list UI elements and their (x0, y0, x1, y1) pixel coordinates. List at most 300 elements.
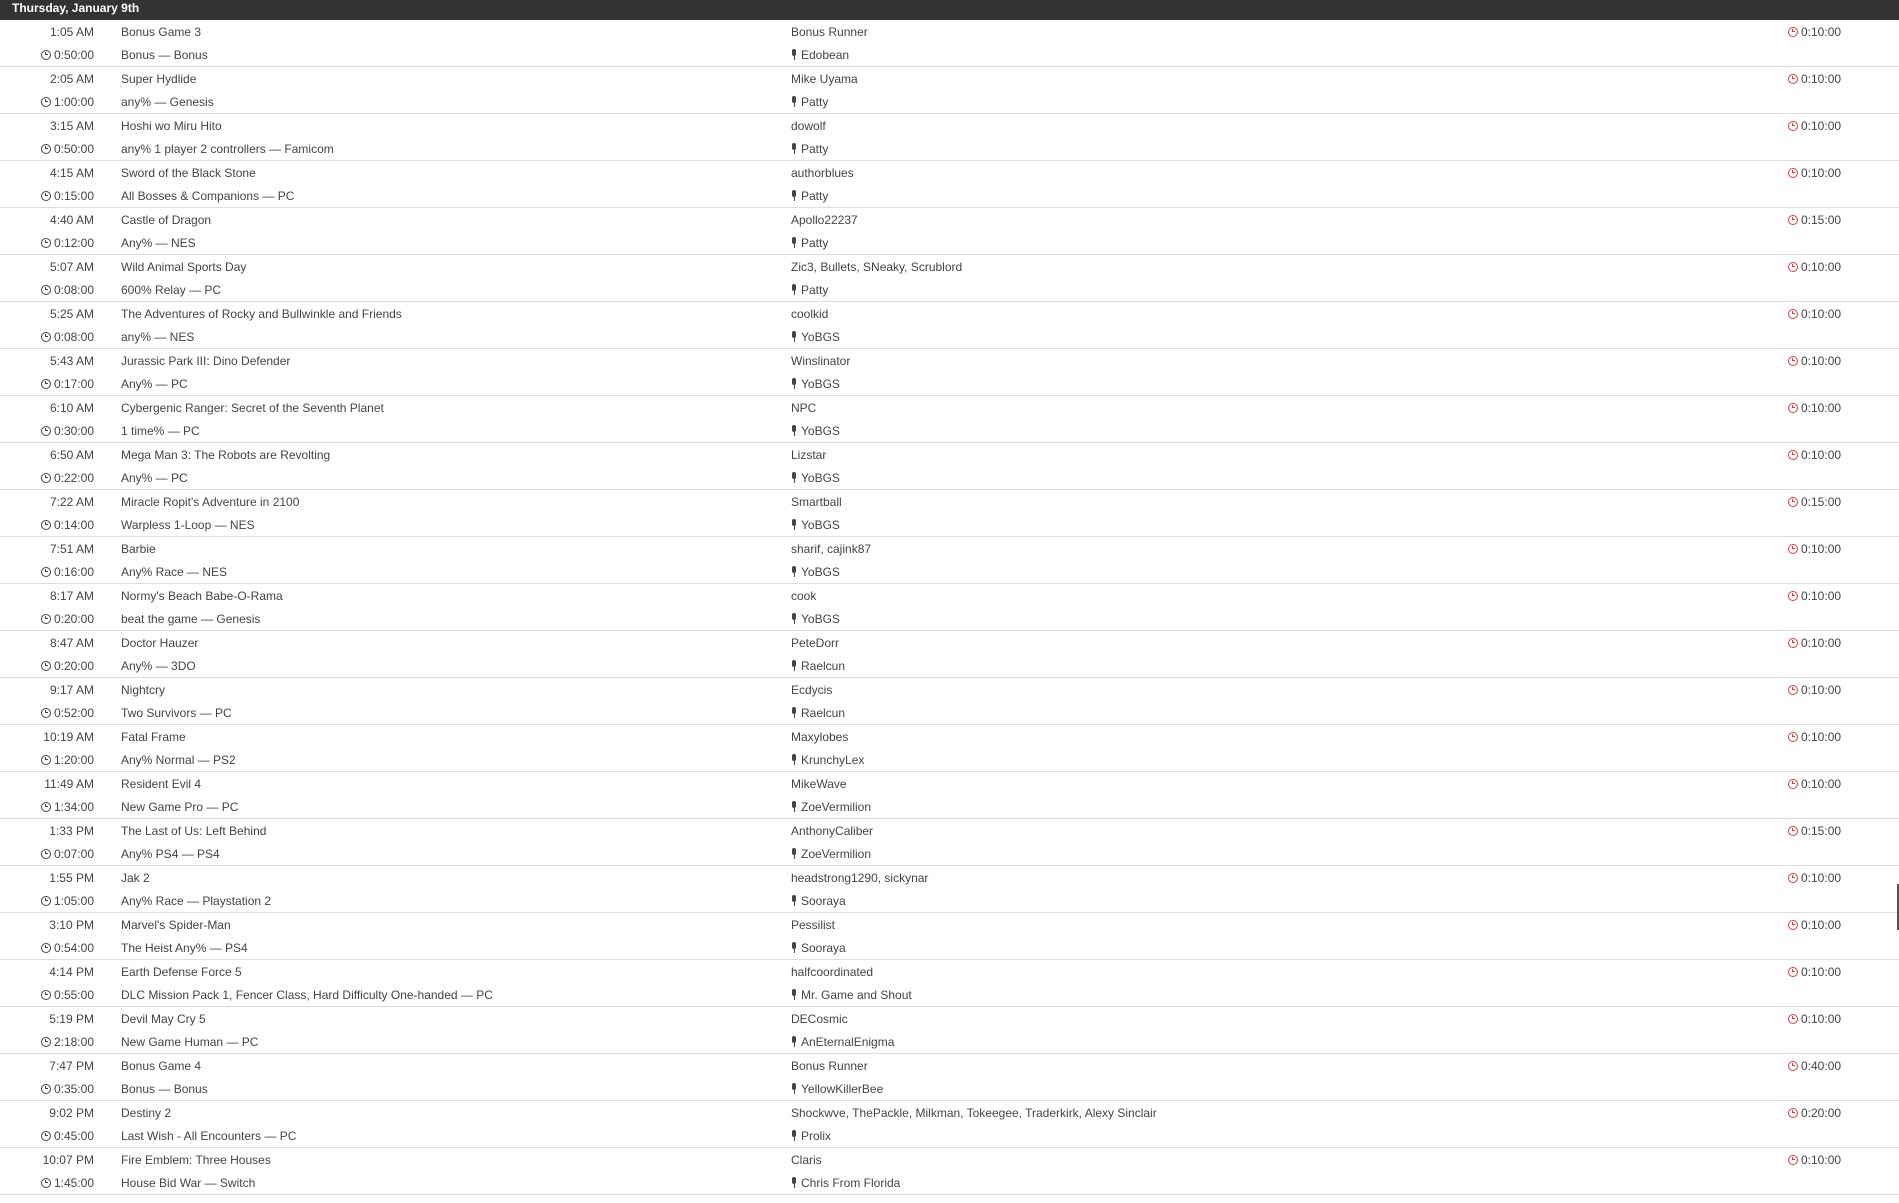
run-category: Any% — PC (121, 471, 188, 485)
microphone-icon (791, 942, 797, 953)
clock-icon (1788, 1061, 1798, 1071)
run-start-time: 5:19 PM (49, 1012, 94, 1026)
game-title: Bonus Game 4 (121, 1059, 202, 1073)
schedule-row (0, 725, 1899, 772)
host-name-value: Raelcun (801, 706, 846, 720)
clock-icon (41, 661, 51, 671)
host-name-value: Chris From Florida (801, 1176, 901, 1190)
setup-time-value: 0:10:00 (1801, 636, 1842, 650)
runner-names: sharif, cajink87 (791, 542, 872, 556)
run-estimate (0, 655, 94, 678)
setup-time (1788, 1008, 1841, 1031)
run-start-time: 7:51 AM (49, 542, 94, 556)
setup-time (1788, 397, 1841, 420)
runner-names: MikeWave (791, 777, 847, 791)
run-estimate-value: 0:55:00 (53, 988, 94, 1002)
runner-names: authorblues (791, 166, 854, 180)
host-name (791, 373, 840, 396)
clock-icon (41, 520, 51, 530)
clock-icon (1788, 685, 1798, 695)
game-title: Normy's Beach Babe-O-Rama (121, 589, 283, 603)
setup-time-value: 0:10:00 (1801, 589, 1842, 603)
clock-icon (41, 50, 51, 60)
game-title: Barbie (121, 542, 156, 556)
run-start-time: 10:19 AM (43, 730, 94, 744)
schedule-row (0, 537, 1899, 584)
microphone-icon (791, 96, 797, 107)
run-estimate-value: 0:30:00 (53, 424, 94, 438)
run-category: any% — NES (121, 330, 195, 344)
host-name (791, 279, 828, 302)
microphone-icon (791, 801, 797, 812)
clock-icon (41, 708, 51, 718)
runner-names: Mike Uyama (791, 72, 858, 86)
row-primary-line (0, 1102, 1899, 1125)
setup-time-value: 0:20:00 (1801, 1106, 1842, 1120)
schedule-row (0, 114, 1899, 161)
host-name (791, 420, 840, 443)
clock-icon (41, 755, 51, 765)
row-secondary-line (0, 1078, 1899, 1101)
setup-time (1788, 1055, 1841, 1078)
run-category: Any% — NES (121, 236, 196, 250)
run-estimate (0, 1125, 94, 1148)
game-title: Earth Defense Force 5 (121, 965, 242, 979)
run-start-time: 6:10 AM (49, 401, 94, 415)
schedule-row (0, 208, 1899, 255)
row-primary-line (0, 68, 1899, 91)
setup-time (1788, 444, 1841, 467)
game-title: Castle of Dragon (121, 213, 212, 227)
host-name-value: Sooraya (801, 941, 846, 955)
host-name-value: Patty (801, 142, 829, 156)
run-estimate (0, 279, 94, 302)
row-secondary-line (0, 91, 1899, 114)
clock-icon (1788, 826, 1798, 836)
run-estimate-value: 1:45:00 (53, 1176, 94, 1190)
run-start-time: 4:14 PM (49, 965, 94, 979)
runner-names: Claris (791, 1153, 822, 1167)
clock-icon (41, 332, 51, 342)
host-name-value: YoBGS (801, 612, 840, 626)
run-start-time: 9:02 PM (49, 1106, 94, 1120)
setup-time-value: 0:15:00 (1801, 495, 1842, 509)
host-name-value: YoBGS (801, 377, 840, 391)
runner-names: Winslinator (791, 354, 851, 368)
row-secondary-line (0, 467, 1899, 490)
runner-names: cook (791, 589, 817, 603)
game-title: Super Hydlide (121, 72, 197, 86)
clock-icon (1788, 27, 1798, 37)
clock-icon (1788, 1155, 1798, 1165)
run-category: DLC Mission Pack 1, Fencer Class, Hard Difficulty One-handed — PC (121, 988, 493, 1002)
runner-names: Maxylobes (791, 730, 849, 744)
schedule-row (0, 67, 1899, 114)
setup-time (1788, 21, 1841, 44)
host-name (791, 514, 840, 537)
runner-names: Bonus Runner (791, 25, 868, 39)
runner-names: Lizstar (791, 448, 827, 462)
setup-time (1788, 350, 1841, 373)
setup-time (1788, 773, 1841, 796)
schedule-row (0, 349, 1899, 396)
row-secondary-line (0, 326, 1899, 349)
run-category: Any% Race — NES (121, 565, 228, 579)
run-estimate (0, 1031, 94, 1054)
row-secondary-line (0, 796, 1899, 819)
microphone-icon (791, 754, 797, 765)
run-start-time: 5:25 AM (49, 307, 94, 321)
row-primary-line (0, 820, 1899, 843)
run-estimate-value: 2:18:00 (53, 1035, 94, 1049)
row-secondary-line (0, 843, 1899, 866)
host-name-value: YellowKillerBee (801, 1082, 884, 1096)
setup-time (1788, 1102, 1841, 1125)
row-primary-line (0, 1055, 1899, 1078)
row-secondary-line (0, 561, 1899, 584)
clock-icon (1788, 74, 1798, 84)
setup-time-value: 0:10:00 (1801, 25, 1842, 39)
host-name (791, 749, 864, 772)
run-category: Two Survivors — PC (121, 706, 232, 720)
game-title: Resident Evil 4 (121, 777, 202, 791)
row-secondary-line (0, 749, 1899, 772)
clock-icon (1788, 262, 1798, 272)
setup-time (1788, 820, 1841, 843)
run-start-time: 2:05 AM (49, 72, 94, 86)
clock-icon (41, 896, 51, 906)
clock-icon (1788, 1108, 1798, 1118)
setup-time-value: 0:10:00 (1801, 730, 1842, 744)
run-category: Any% — 3DO (121, 659, 196, 673)
run-start-time: 8:17 AM (49, 589, 94, 603)
clock-icon (1788, 497, 1798, 507)
microphone-icon (791, 425, 797, 436)
clock-icon (41, 285, 51, 295)
clock-icon (41, 238, 51, 248)
host-name-value: AnEternalEnigma (801, 1035, 895, 1049)
setup-time (1788, 961, 1841, 984)
run-start-time: 9:17 AM (49, 683, 94, 697)
row-primary-line (0, 209, 1899, 232)
microphone-icon (791, 566, 797, 577)
setup-time (1788, 538, 1841, 561)
runner-names: headstrong1290, sickynar (791, 871, 929, 885)
setup-time-value: 0:10:00 (1801, 918, 1842, 932)
schedule-row (0, 302, 1899, 349)
run-estimate (0, 44, 94, 67)
microphone-icon (791, 331, 797, 342)
host-name-value: YoBGS (801, 471, 840, 485)
setup-time (1788, 68, 1841, 91)
schedule-row (0, 678, 1899, 725)
microphone-icon (791, 378, 797, 389)
clock-icon (1788, 544, 1798, 554)
clock-icon (41, 97, 51, 107)
host-name-value: Patty (801, 283, 829, 297)
host-name-value: YoBGS (801, 424, 840, 438)
setup-time-value: 0:10:00 (1801, 401, 1842, 415)
runner-names: Ecdycis (791, 683, 833, 697)
setup-time-value: 0:10:00 (1801, 683, 1842, 697)
host-name-value: YoBGS (801, 518, 840, 532)
schedule-row (0, 866, 1899, 913)
run-category: House Bid War — Switch (121, 1176, 256, 1190)
schedule-row (0, 1148, 1899, 1195)
clock-icon (1788, 121, 1798, 131)
run-estimate (0, 608, 94, 631)
run-estimate (0, 138, 94, 161)
clock-icon (41, 849, 51, 859)
host-name-value: YoBGS (801, 565, 840, 579)
setup-time-value: 0:40:00 (1801, 1059, 1842, 1073)
schedule-row (0, 1054, 1899, 1101)
row-secondary-line (0, 890, 1899, 913)
game-title: Destiny 2 (121, 1106, 172, 1120)
row-primary-line (0, 491, 1899, 514)
clock-icon (41, 1131, 51, 1141)
run-estimate (0, 890, 94, 913)
row-secondary-line (0, 420, 1899, 443)
run-start-time: 10:07 PM (42, 1153, 94, 1167)
microphone-icon (791, 613, 797, 624)
row-secondary-line (0, 232, 1899, 255)
run-start-time: 1:33 PM (49, 824, 94, 838)
clock-icon (41, 990, 51, 1000)
row-secondary-line (0, 702, 1899, 725)
microphone-icon (791, 49, 797, 60)
setup-time-value: 0:10:00 (1801, 72, 1842, 86)
setup-time (1788, 162, 1841, 185)
row-primary-line (0, 350, 1899, 373)
run-estimate-value: 1:20:00 (53, 753, 94, 767)
host-name-value: Patty (801, 189, 829, 203)
clock-icon (1788, 215, 1798, 225)
game-title: Jurassic Park III: Dino Defender (121, 354, 291, 368)
setup-time-value: 0:10:00 (1801, 260, 1842, 274)
row-primary-line (0, 444, 1899, 467)
run-estimate-value: 0:17:00 (53, 377, 94, 391)
runner-names: dowolf (791, 119, 826, 133)
schedule-row (0, 255, 1899, 302)
clock-icon (41, 144, 51, 154)
run-estimate (0, 514, 94, 537)
clock-icon (1788, 920, 1798, 930)
clock-icon (41, 1037, 51, 1047)
setup-time-value: 0:10:00 (1801, 965, 1842, 979)
host-name (791, 232, 828, 255)
host-name (791, 91, 828, 114)
host-name-value: KrunchyLex (801, 753, 865, 767)
host-name-value: Patty (801, 236, 829, 250)
game-title: Wild Animal Sports Day (121, 260, 247, 274)
runner-names: AnthonyCaliber (791, 824, 874, 838)
microphone-icon (791, 1083, 797, 1094)
run-estimate (0, 984, 94, 1007)
run-estimate-value: 0:50:00 (53, 142, 94, 156)
schedule-row (0, 443, 1899, 490)
host-name-value: YoBGS (801, 330, 840, 344)
runner-names: PeteDorr (791, 636, 840, 650)
host-name (791, 890, 846, 913)
host-name (791, 1172, 900, 1195)
clock-icon (41, 191, 51, 201)
game-title: Mega Man 3: The Robots are Revolting (121, 448, 331, 462)
host-name (791, 655, 845, 678)
run-start-time: 4:40 AM (49, 213, 94, 227)
run-estimate-value: 0:12:00 (53, 236, 94, 250)
host-name-value: Mr. Game and Shout (801, 988, 912, 1002)
clock-icon (1788, 450, 1798, 460)
clock-icon (1788, 168, 1798, 178)
row-secondary-line (0, 44, 1899, 67)
run-category: any% 1 player 2 controllers — Famicom (121, 142, 334, 156)
setup-time (1788, 867, 1841, 890)
setup-time-value: 0:10:00 (1801, 448, 1842, 462)
run-estimate-value: 0:07:00 (53, 847, 94, 861)
host-name (791, 467, 840, 490)
run-category: The Heist Any% — PS4 (121, 941, 248, 955)
setup-time (1788, 115, 1841, 138)
run-estimate-value: 0:08:00 (53, 330, 94, 344)
run-estimate (0, 232, 94, 255)
runner-names: coolkid (791, 307, 829, 321)
setup-time-value: 0:10:00 (1801, 119, 1842, 133)
clock-icon (1788, 356, 1798, 366)
run-estimate-value: 0:35:00 (53, 1082, 94, 1096)
game-title: Jak 2 (121, 871, 150, 885)
microphone-icon (791, 895, 797, 906)
schedule-row (0, 1007, 1899, 1054)
row-primary-line (0, 773, 1899, 796)
row-primary-line (0, 21, 1899, 44)
setup-time (1788, 491, 1841, 514)
run-estimate (0, 185, 94, 208)
run-estimate-value: 1:34:00 (53, 800, 94, 814)
row-primary-line (0, 867, 1899, 890)
host-name-value: Sooraya (801, 894, 846, 908)
microphone-icon (791, 660, 797, 671)
setup-time (1788, 632, 1841, 655)
run-category: Warpless 1-Loop — NES (121, 518, 255, 532)
row-primary-line (0, 256, 1899, 279)
clock-icon (1788, 873, 1798, 883)
run-estimate-value: 0:22:00 (53, 471, 94, 485)
game-title: Fatal Frame (121, 730, 186, 744)
host-name (791, 561, 840, 584)
setup-time (1788, 914, 1841, 937)
run-estimate (0, 91, 94, 114)
host-name (791, 937, 846, 960)
game-title: The Last of Us: Left Behind (121, 824, 267, 838)
run-start-time: 3:15 AM (49, 119, 94, 133)
setup-time (1788, 1149, 1841, 1172)
host-name-value: ZoeVermilion (801, 847, 872, 861)
host-name-value: Patty (801, 95, 829, 109)
run-category: Bonus — Bonus (121, 48, 208, 62)
run-estimate-value: 0:08:00 (53, 283, 94, 297)
host-name (791, 1078, 883, 1101)
microphone-icon (791, 519, 797, 530)
schedule-list (0, 20, 1899, 1195)
run-category: Any% Race — Playstation 2 (121, 894, 272, 908)
clock-icon (41, 1178, 51, 1188)
row-secondary-line (0, 1125, 1899, 1148)
row-secondary-line (0, 373, 1899, 396)
row-primary-line (0, 914, 1899, 937)
run-estimate-value: 1:00:00 (53, 95, 94, 109)
microphone-icon (791, 472, 797, 483)
host-name-value: Raelcun (801, 659, 846, 673)
schedule-row (0, 490, 1899, 537)
game-title: Hoshi wo Miru Hito (121, 119, 222, 133)
row-secondary-line (0, 937, 1899, 960)
setup-time-value: 0:10:00 (1801, 1012, 1842, 1026)
host-name (791, 796, 871, 819)
run-category: Bonus — Bonus (121, 1082, 208, 1096)
runner-names: halfcoordinated (791, 965, 874, 979)
run-estimate-value: 0:14:00 (53, 518, 94, 532)
host-name (791, 1031, 894, 1054)
clock-icon (1788, 309, 1798, 319)
run-estimate-value: 0:45:00 (53, 1129, 94, 1143)
run-category: beat the game — Genesis (121, 612, 261, 626)
run-start-time: 7:47 PM (49, 1059, 94, 1073)
run-estimate (0, 937, 94, 960)
schedule-row (0, 396, 1899, 443)
run-estimate (0, 843, 94, 866)
host-name (791, 138, 828, 161)
run-estimate-value: 0:20:00 (53, 612, 94, 626)
row-primary-line (0, 115, 1899, 138)
setup-time (1788, 256, 1841, 279)
game-title: Marvel's Spider-Man (121, 918, 231, 932)
runner-names: Smartball (791, 495, 842, 509)
row-secondary-line (0, 514, 1899, 537)
run-category: Last Wish - All Encounters — PC (121, 1129, 297, 1143)
host-name (791, 702, 845, 725)
game-title: Nightcry (121, 683, 166, 697)
run-category: 600% Relay — PC (121, 283, 222, 297)
clock-icon (41, 473, 51, 483)
schedule-row (0, 772, 1899, 819)
row-primary-line (0, 679, 1899, 702)
clock-icon (1788, 779, 1798, 789)
clock-icon (41, 614, 51, 624)
row-primary-line (0, 726, 1899, 749)
game-title: Fire Emblem: Three Houses (121, 1153, 271, 1167)
host-name (791, 984, 912, 1007)
microphone-icon (791, 190, 797, 201)
run-estimate (0, 373, 94, 396)
run-start-time: 4:15 AM (49, 166, 94, 180)
row-secondary-line (0, 655, 1899, 678)
runner-names: Apollo22237 (791, 213, 858, 227)
setup-time (1788, 679, 1841, 702)
row-primary-line (0, 1008, 1899, 1031)
setup-time-value: 0:10:00 (1801, 307, 1842, 321)
game-title: Sword of the Black Stone (121, 166, 256, 180)
run-start-time: 8:47 AM (49, 636, 94, 650)
clock-icon (41, 379, 51, 389)
microphone-icon (791, 143, 797, 154)
setup-time-value: 0:10:00 (1801, 542, 1842, 556)
run-start-time: 1:55 PM (49, 871, 94, 885)
clock-icon (1788, 967, 1798, 977)
day-header: Thursday, January 9th (0, 0, 1899, 20)
setup-time (1788, 726, 1841, 749)
run-estimate-value: 0:20:00 (53, 659, 94, 673)
